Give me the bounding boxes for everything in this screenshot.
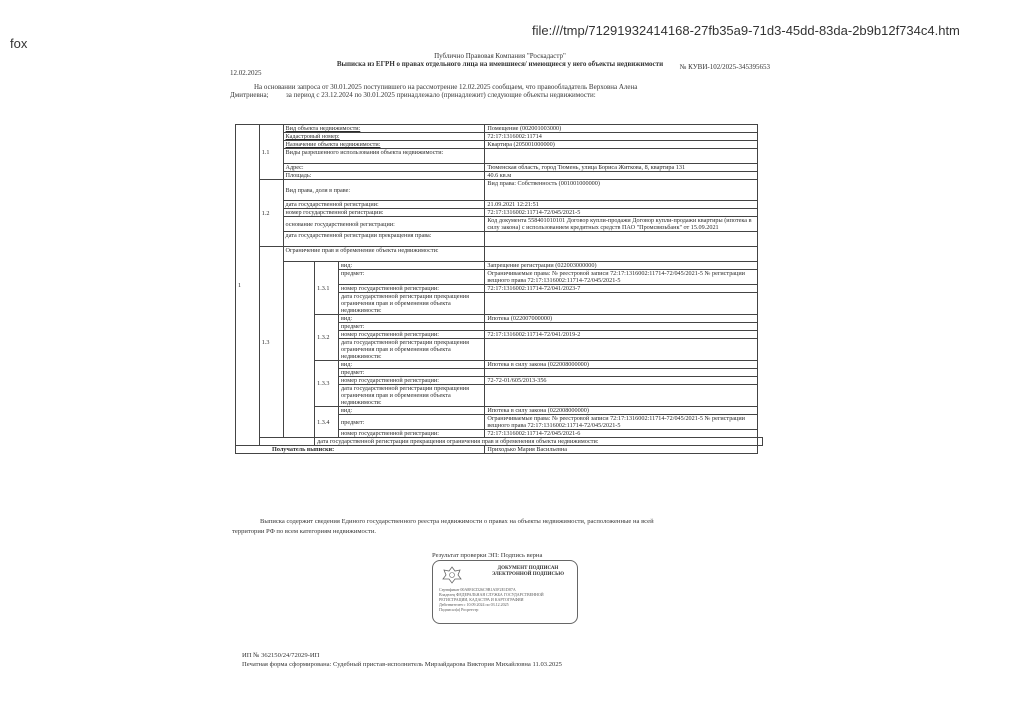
enc1-kind-value: Запрещение регистрации (022003000000) xyxy=(485,262,758,270)
enc2-subject-label: предмет: xyxy=(339,323,485,331)
enc4-subject-label: предмет: xyxy=(339,415,485,430)
company-name: Публично Правовая Компания "Роскадастр" xyxy=(434,52,566,60)
enc3-subject-label: предмет: xyxy=(339,369,485,377)
address-label: Адрес: xyxy=(283,164,485,172)
enc1-subject-label: предмет: xyxy=(339,270,485,285)
footer-note-2: территории РФ по всем категориям недвижимости. xyxy=(232,528,376,535)
stamp-title: ДОКУМЕНТ ПОДПИСАН ЭЛЕКТРОННОЙ ПОДПИСЬЮ xyxy=(491,566,565,577)
enc3-stop-label: дата государственной регистрации прекращения ограничения прав и обременения объекта недвижимости: xyxy=(339,385,485,407)
enc1-stop-label: дата государственной регистрации прекращения ограничения прав и обременения объекта недвижимости: xyxy=(339,293,485,315)
section-1-3-1: 1.3.1 xyxy=(315,262,339,315)
section-1-3-2: 1.3.2 xyxy=(315,315,339,361)
document-header xyxy=(230,52,770,99)
section-1-3-3: 1.3.3 xyxy=(315,361,339,407)
document-date: 12.02.2025 xyxy=(230,69,262,77)
enc4-stop-label: дата государственной регистрации прекращения ограничения прав и обременения объекта недвижимости: xyxy=(315,438,758,446)
object-type-value: Помещение (002001003000) xyxy=(485,125,758,133)
enc4-kind-label: вид: xyxy=(339,407,485,415)
document-title: Выписка из ЕГРН о правах отдельного лица на имевшиеся/ имеющиеся у него объекты недвижимости xyxy=(336,60,664,68)
reg-basis-value: Код документа 558401010101 Договор купли-продажи Договор купли-продажи квартиры (ипотека в силу закона) с использованием кредитных средств ПАО "Промсвязьбанк" от 15.09.2021 xyxy=(485,217,758,232)
reg-basis-label: основание государственной регистрации: xyxy=(283,217,485,232)
signature-stamp xyxy=(432,560,578,624)
purpose-label: Назначение объекта недвижимости: xyxy=(283,141,485,149)
enc2-stop-label: дата государственной регистрации прекращения ограничения прав и обременения объекта недвижимости: xyxy=(339,339,485,361)
reg-number-value: 72:17:1316002:11714-72/045/2021-5 xyxy=(485,209,758,217)
enc3-number-value: 72-72-01/605/2013-356 xyxy=(485,377,758,385)
reg-date-label: дата государственной регистрации: xyxy=(283,201,485,209)
right-type-label: Вид права, доля в праве: xyxy=(283,180,485,201)
document-number: № КУВИ-102/2025-345395653 xyxy=(679,63,770,71)
encumbrance-label: Ограничение прав и обременение объекта недвижимости: xyxy=(283,247,485,262)
area-value: 40.6 кв.м xyxy=(485,172,758,180)
enc2-kind-label: вид: xyxy=(339,315,485,323)
stamp-line-3: Действителен с 10.09.2024 по 03.12.2025 xyxy=(439,602,509,607)
enc3-kind-label: вид: xyxy=(339,361,485,369)
cadastral-value: 72:17:1316002:11714 xyxy=(485,133,758,141)
enforcement-number: ИП № 362150/24/72029-ИП xyxy=(242,652,320,659)
purpose-value: Квартира (205001000000) xyxy=(485,141,758,149)
stamp-line-2: Владелец ФЕДЕРАЛЬНАЯ СЛУЖБА ГОСУДАРСТВЕННОЙ РЕГИСТРАЦИИ, КАДАСТРА И КАРТОГРАФИИ xyxy=(439,592,544,602)
footer-note-1: Выписка содержит сведения Единого государственного реестра недвижимости о правах на объекты недвижимости, расположенные на всей xyxy=(260,518,654,525)
section-1-3: 1.3 xyxy=(259,247,283,438)
enc1-number-value: 72:17:1316002:11714-72/041/2023-7 xyxy=(485,285,758,293)
registry-table xyxy=(235,124,763,454)
section-1-1: 1.1 xyxy=(259,125,283,180)
reg-date-value: 21.09.2021 12:21:51 xyxy=(485,201,758,209)
enc2-number-value: 72:17:1316002:11714-72/041/2019-2 xyxy=(485,331,758,339)
right-type-value: Вид права: Собственность (001001000000) xyxy=(485,180,758,201)
recipient-label: Получатель выписки: xyxy=(236,446,485,454)
cadastral-label: Кадастровый номер: xyxy=(283,133,485,141)
section-1-2: 1.2 xyxy=(259,180,283,247)
object-type-label: Вид объекта недвижимости: xyxy=(283,125,485,133)
recipient-value: Приходько Мария Васильевна xyxy=(485,446,758,454)
area-label: Площадь: xyxy=(283,172,485,180)
enc4-number-label: номер государственной регистрации: xyxy=(339,430,485,438)
address-value: Тюменская область, город Тюмень, улица Бориса Житкова, 8, квартира 131 xyxy=(485,164,758,172)
intro-line-2: Дмитриевна; xyxy=(230,91,269,99)
file-url: file:///tmp/71291932414168-27fb35a9-71d3-45dd-83da-2b9b12f734c4.htm xyxy=(532,23,960,38)
stamp-line-4: Подписал(а) Росреестр xyxy=(439,607,479,612)
intro-line-1: На основании запроса от 30.01.2025 поступившего на рассмотрение 12.02.2025 сообщаем, что правообладатель Верховна Алена xyxy=(254,83,638,91)
enc1-subject-value: Ограничиваемые права: № реестровой записи 72:17:1316002:11714-72/045/2021-5 № регистрации вещного права 72:17:1316002:11714-72/045/2021-5 xyxy=(485,270,758,285)
signature-check: Результат проверки ЭП: Подпись верна xyxy=(432,552,543,559)
stop-date-label: дата государственной регистрации прекращения права: xyxy=(283,232,485,247)
enc3-number-label: номер государственной регистрации: xyxy=(339,377,485,385)
enc3-kind-value: Ипотека в силу закона (022008000000) xyxy=(485,361,758,369)
browser-left-label: fox xyxy=(10,36,28,51)
allowed-use-value xyxy=(485,149,758,164)
intro-line-3: за период с 23.12.2024 по 30.01.2025 принадлежало (принадлежит) следующие объекты недвижимости: xyxy=(286,91,596,99)
enc2-number-label: номер государственной регистрации: xyxy=(339,331,485,339)
row-number-1: 1 xyxy=(236,125,260,446)
enc1-number-label: номер государственной регистрации: xyxy=(339,285,485,293)
stop-date-value xyxy=(485,232,758,247)
enc4-kind-value: Ипотека в силу закона (022008000000) xyxy=(485,407,758,415)
print-form-note: Печатная форма сформирована: Судебный пристав-исполнитель Мирзайдарова Виктория Михайловна 11.03.2025 xyxy=(242,661,562,668)
section-1-3-4: 1.3.4 xyxy=(315,407,339,438)
emblem-icon xyxy=(441,566,463,584)
enc2-kind-value: Ипотека (022007000000) xyxy=(485,315,758,323)
allowed-use-label: Виды разрешенного использования объекта недвижимости: xyxy=(283,149,485,164)
enc1-kind-label: вид: xyxy=(339,262,485,270)
stamp-line-1: Сертификат 00A8F4CD26C9B1A5F2E1D87A xyxy=(439,587,516,592)
enc4-subject-value: Ограничиваемые права: № реестровой записи 72:17:1316002:11714-72/045/2021-5 № регистрации вещного права 72:17:1316002:11714-72/045/2021-5 xyxy=(485,415,758,430)
reg-number-label: номер государственной регистрации: xyxy=(283,209,485,217)
enc4-number-value: 72:17:1316002:11714-72/045/2021-6 xyxy=(485,430,758,438)
encumbrance-value xyxy=(485,247,758,262)
